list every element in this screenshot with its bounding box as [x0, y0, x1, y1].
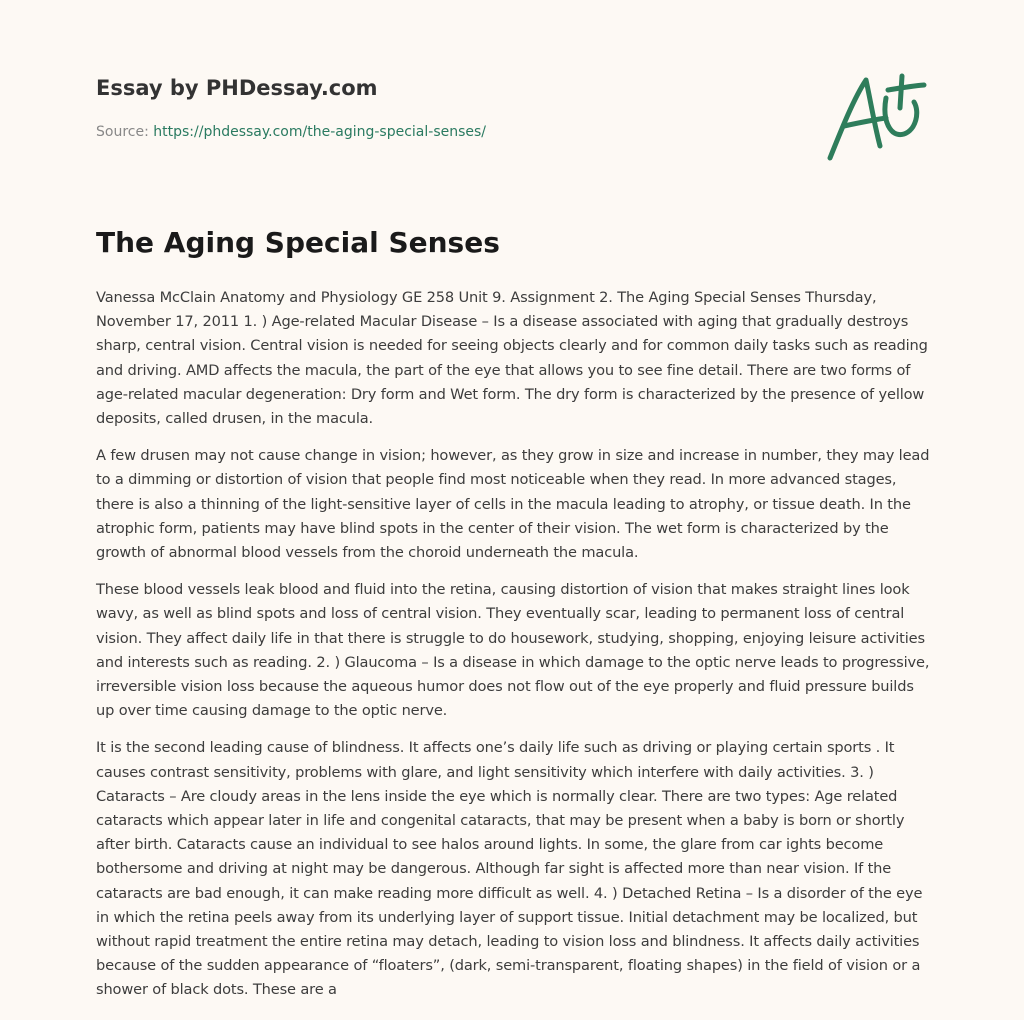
article-body — [96, 286, 930, 1016]
a-plus-icon — [820, 68, 930, 168]
article-paragraph: It is the second leading cause of blindness. It affects one’s daily life such as driving or playing certain sports . It causes contrast sensitivity, problems with glare, and light sensitivity which interfere with daily activities. 3. ) Cataracts – Are cloudy areas in the lens inside the eye which is normally clear. There are two types: Age related cataracts which appear later in life and congenital cataracts, that may be present when a baby is born or shortly after birth. Cataracts cause an individual to see halos around lights. In some, the glare from car ights become bothersome and driving at night may be dangerous. Although far sight is affected more than near vision. If the cataracts are bad enough, it can make reading more difficult as well. 4. ) Detached Retina – Is a disorder of the eye in which the retina peels away from its underlying layer of support tissue. Initial detachment may be localized, but without rapid treatment the entire retina may detach, leading to vision loss and blindness. It affects daily activities because of the sudden appearance of “floaters”, (dark, semi-transparent, floating shapes) in the field of vision or a shower of black dots. These are a — [96, 739, 923, 999]
article-title: The Aging Special Senses — [96, 226, 500, 259]
article-paragraph: Vanessa McClain Anatomy and Physiology GE 258 Unit 9. Assignment 2. The Aging Special Senses Thursday, November 17, 2011 1. ) Age-related Macular Disease – Is a disease associated with aging that gradually destroys sharp, central vision. Central vision is needed for seeing objects clearly and for common daily tasks such as reading and driving. AMD affects the macula, the part of the eye that allows you to see fine detail. There are two forms of age-related macular degeneration: Dry form and Wet form. The dry form is characterized by the presence of yellow deposits, called drusen, in the macula. — [96, 289, 928, 428]
source-link[interactable]: https://phdessay.com/the-aging-special-senses/ — [153, 124, 487, 140]
source-label: Source: — [96, 124, 154, 140]
article-paragraph: These blood vessels leak blood and fluid into the retina, causing distortion of vision that makes straight lines look wavy, as well as blind spots and loss of central vision. They eventually scar, leading to permanent loss of central vision. They affect daily life in that there is struggle to do housework, studying, shopping, enjoying leisure activities and interests such as reading. 2. ) Glaucoma – Is a disease in which damage to the optic nerve leads to progressive, irreversible vision loss because the aqueous humor does not flow out of the eye properly and fluid pressure builds up over time causing damage to the optic nerve. — [96, 581, 930, 720]
article-paragraph: A few drusen may not cause change in vision; however, as they grow in size and increase in number, they may lead to a dimming or distortion of vision that people find most noticeable when they read. In more advanced stages, there is also a thinning of the light-sensitive layer of cells in the macula leading to atrophy, or tissue death. In the atrophic form, patients may have blind spots in the center of their vision. The wet form is characterized by the growth of abnormal blood vessels from the choroid underneath the macula. — [96, 447, 930, 562]
site-brand: Essay by PHDessay.com — [96, 76, 378, 100]
source-line — [96, 124, 486, 140]
